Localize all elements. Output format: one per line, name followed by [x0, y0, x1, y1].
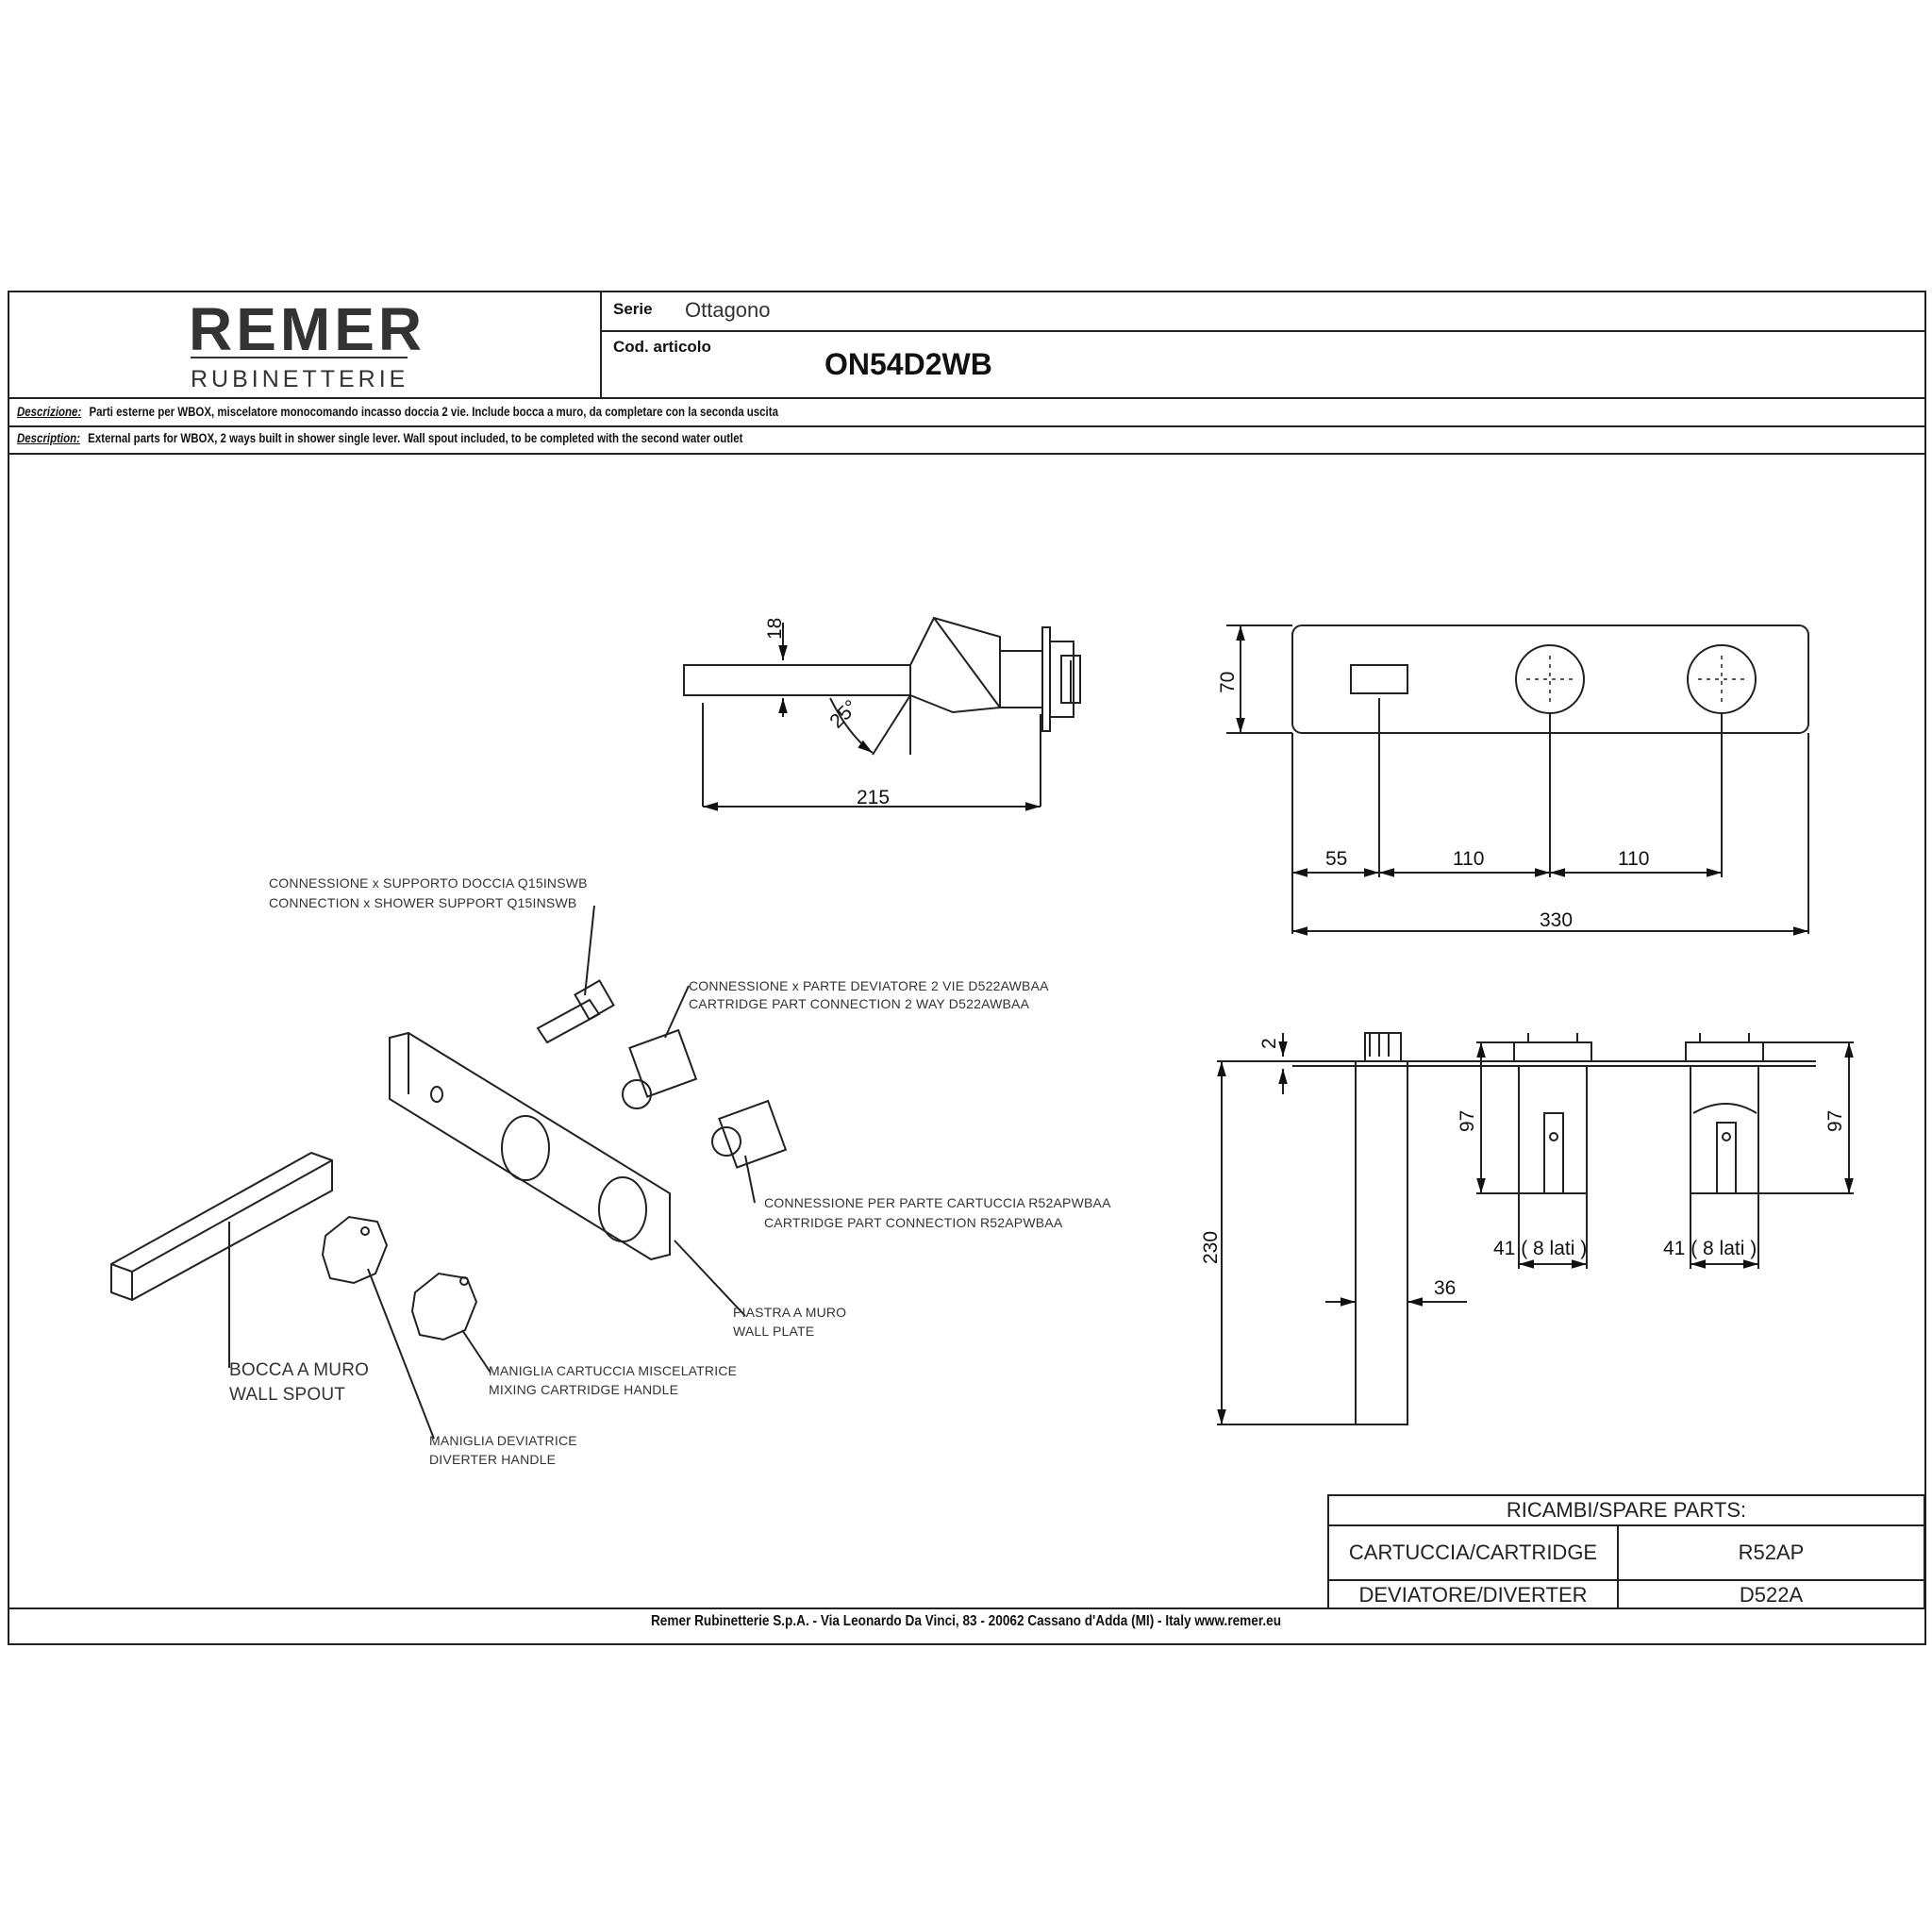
dim-plate-height: 70: [1217, 671, 1239, 693]
description-it-text: Parti esterne per WBOX, miscelatore monocomando incasso doccia 2 vie. Include bocca a muro, da completare con la seconda uscita: [89, 404, 778, 419]
callout-diverter-conn-it: CONNESSIONE x PARTE DEVIATORE 2 VIE D522AWBAA: [689, 978, 1049, 993]
description-en-label: Description:: [17, 430, 80, 445]
footer-address: Remer Rubinetterie S.p.A. - Via Leonardo Da Vinci, 83 - 20062 Cassano d'Adda (MI) - Italy www.remer.eu: [650, 1613, 1282, 1629]
dim-spout-height: 18: [764, 617, 786, 640]
dim-handle-height-left: 97: [1457, 1109, 1478, 1132]
code-value: ON54D2WB: [824, 347, 992, 381]
description-en-text: External parts for WBOX, 2 ways built in shower single lever. Wall spout included, to be completed with the second water outlet: [88, 430, 743, 445]
spare-parts-title: RICAMBI/SPARE PARTS:: [1506, 1498, 1747, 1522]
plate-section-view: [1217, 1033, 1854, 1424]
callout-spout-en: WALL SPOUT: [229, 1385, 346, 1405]
brand-logo: REMER: [189, 295, 426, 363]
dim-offset-1: 55: [1325, 848, 1348, 870]
callout-spout-it: BOCCA A MURO: [229, 1360, 370, 1380]
plate-front-view: [1226, 625, 1808, 934]
dim-spout-width: 36: [1434, 1277, 1457, 1299]
spare-part-code-1: R52AP: [1738, 1541, 1805, 1564]
dim-handle-size-left: 41 ( 8 lati ): [1493, 1238, 1588, 1259]
callout-cartridge-conn-en: CARTRIDGE PART CONNECTION R52APWBAA: [764, 1215, 1063, 1230]
callout-shower-en: CONNECTION x SHOWER SUPPORT Q15INSWB: [269, 895, 577, 910]
dim-offset-3: 110: [1618, 848, 1650, 870]
dim-offset-2: 110: [1453, 848, 1485, 870]
callout-diverter-conn-en: CARTRIDGE PART CONNECTION 2 WAY D522AWBAA: [689, 996, 1030, 1011]
dim-spout-length: 215: [857, 787, 891, 808]
spout-side-view: [684, 618, 1080, 807]
series-value: Ottagono: [685, 298, 771, 322]
callout-plate-en: WALL PLATE: [733, 1324, 815, 1339]
callout-cartridge-conn-it: CONNESSIONE PER PARTE CARTUCCIA R52APWBAA: [764, 1195, 1111, 1210]
dim-spout-depth: 230: [1200, 1230, 1222, 1264]
code-label: Cod. articolo: [613, 338, 711, 356]
callout-plate-it: PIASTRA A MURO: [733, 1305, 847, 1320]
callout-diverter-en: DIVERTER HANDLE: [429, 1452, 557, 1467]
callout-diverter-it: MANIGLIA DEVIATRICE: [429, 1433, 577, 1448]
exploded-view: [111, 906, 786, 1439]
dim-plate-width: 330: [1540, 909, 1574, 931]
dim-spout-angle: 25°: [825, 695, 862, 733]
spare-part-name-2: DEVIATORE/DIVERTER: [1358, 1583, 1588, 1607]
spare-part-name-1: CARTUCCIA/CARTRIDGE: [1348, 1541, 1598, 1564]
brand-subtitle: RUBINETTERIE: [191, 366, 409, 392]
description-it-label: Descrizione:: [17, 404, 82, 419]
callout-shower-it: CONNESSIONE x SUPPORTO DOCCIA Q15INSWB: [269, 875, 588, 891]
dim-handle-size-right: 41 ( 8 lati ): [1663, 1238, 1757, 1259]
callout-mixing-it: MANIGLIA CARTUCCIA MISCELATRICE: [489, 1363, 738, 1378]
series-label: Serie: [613, 300, 653, 318]
spare-part-code-2: D522A: [1739, 1583, 1804, 1607]
dim-handle-height-right: 97: [1824, 1109, 1846, 1132]
dim-plate-thickness: 2: [1258, 1038, 1280, 1049]
callout-mixing-en: MIXING CARTRIDGE HANDLE: [489, 1382, 679, 1397]
